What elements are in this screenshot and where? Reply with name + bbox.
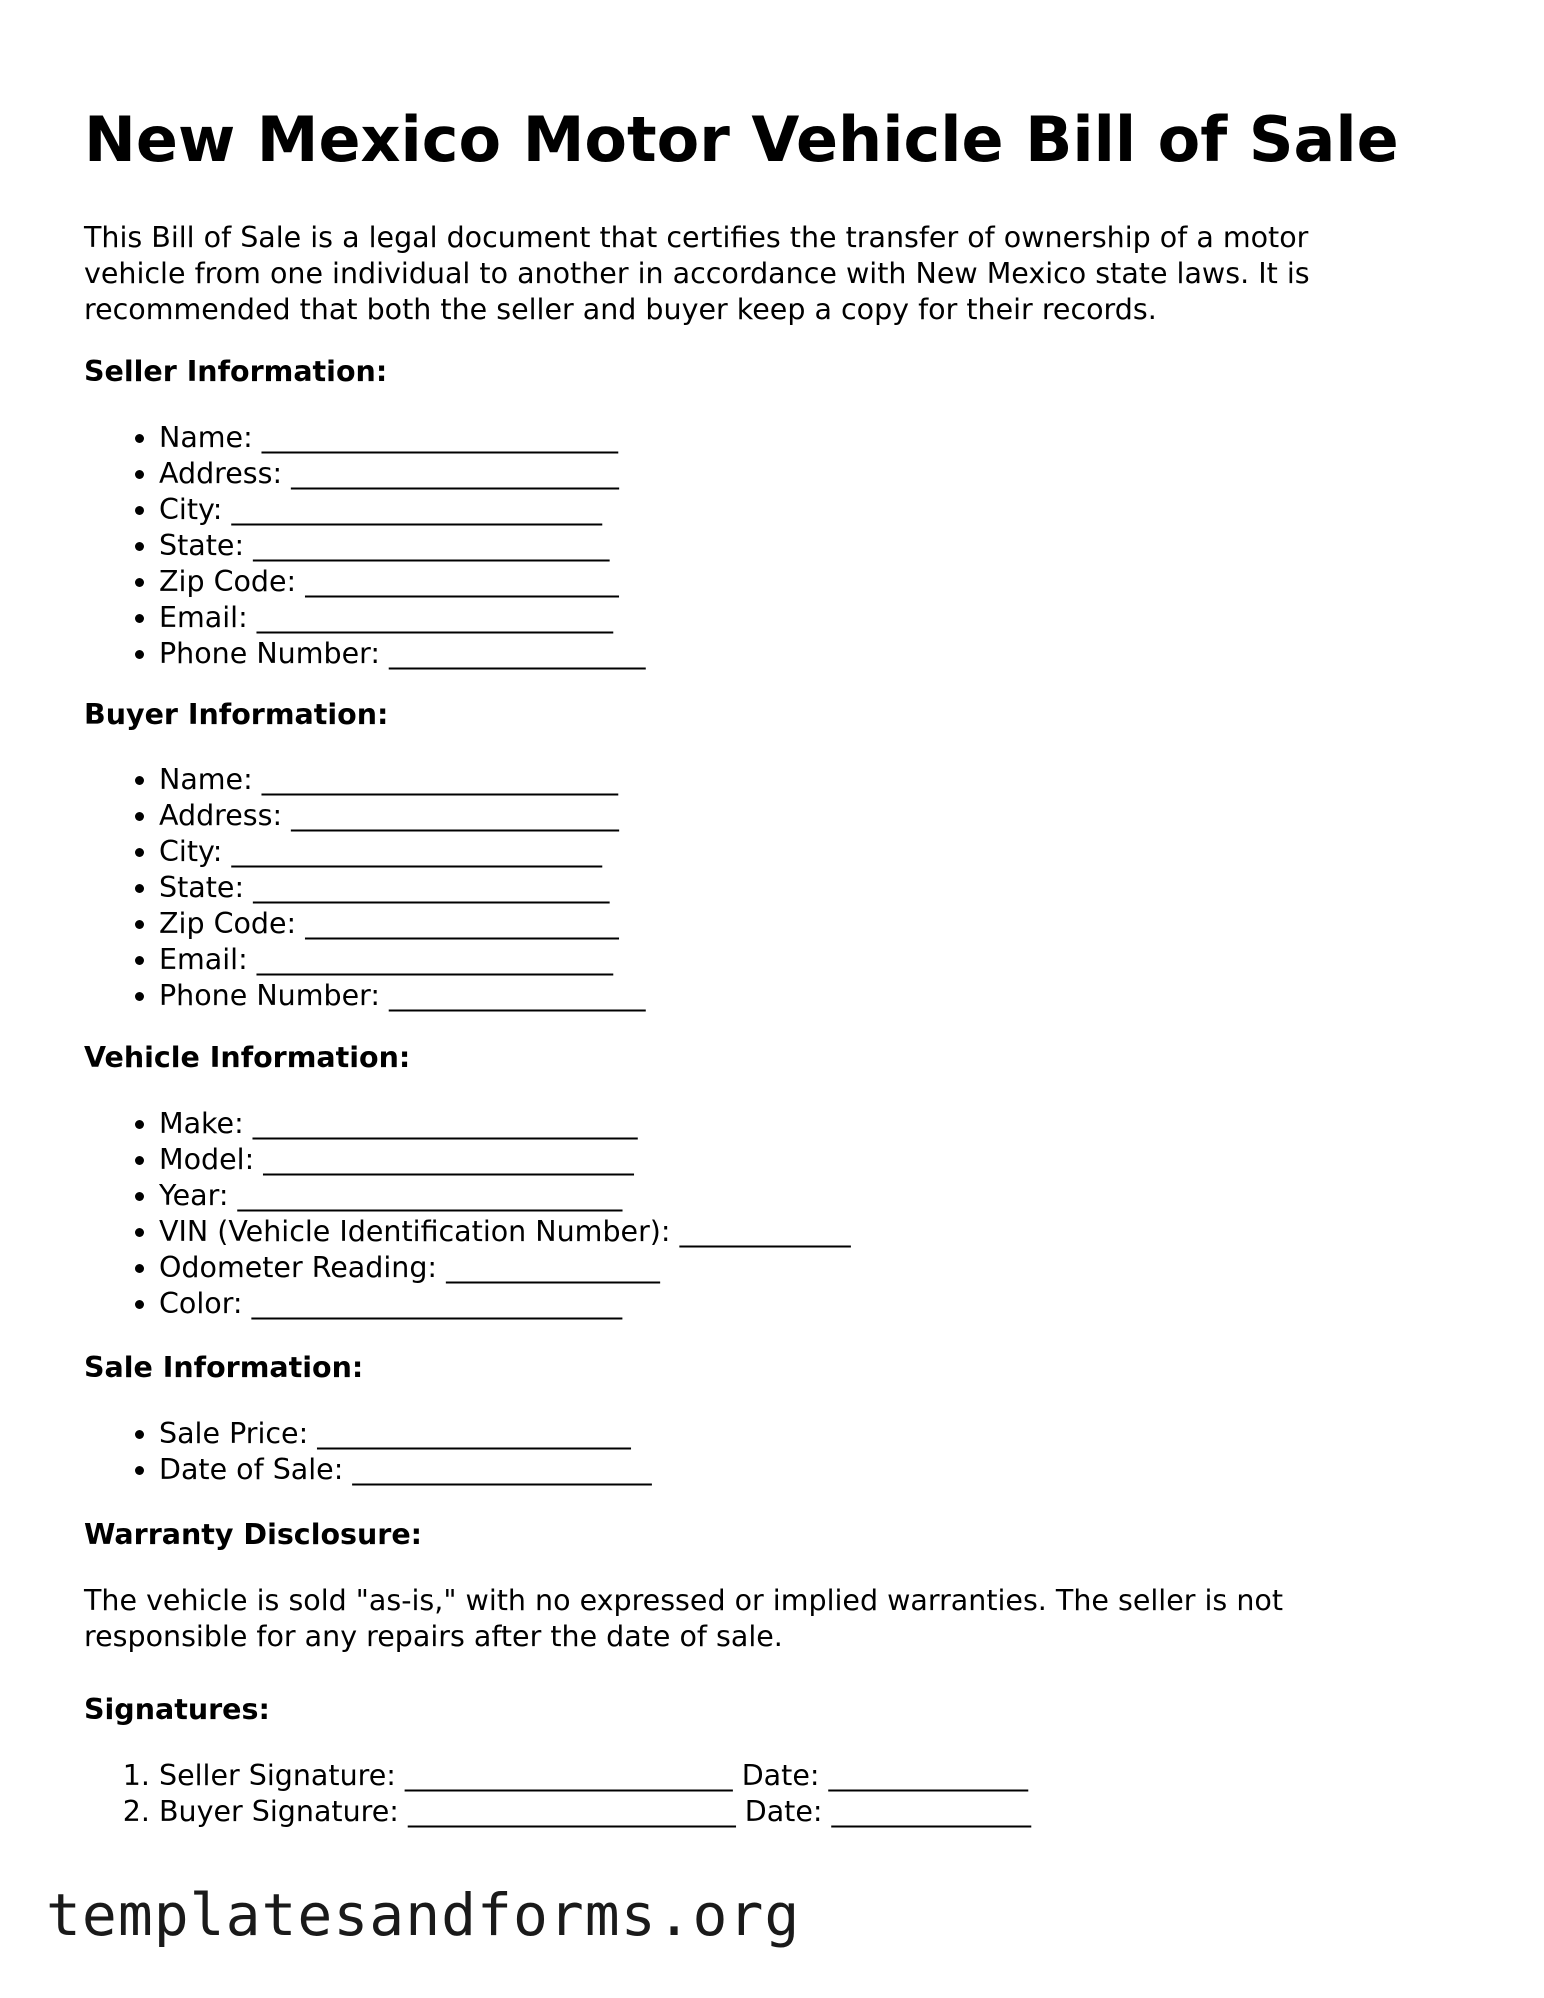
vehicle-make-field[interactable]: • Make: ___________________________ — [159, 1106, 851, 1142]
sale-heading: Sale Information: — [84, 1351, 364, 1384]
buyer-heading: Buyer Information: — [84, 698, 389, 731]
signatures-list — [84, 1758, 1031, 1830]
sale-fields-list — [84, 1416, 652, 1488]
page-title: New Mexico Motor Vehicle Bill of Sale — [84, 103, 1399, 176]
buyer-state-field[interactable]: • State: _________________________ — [159, 870, 646, 906]
watermark-text: templatesandforms.org — [46, 1881, 801, 1949]
vehicle-vin-field[interactable]: • VIN (Vehicle Identification Number): ____________ — [159, 1214, 851, 1250]
warranty-heading: Warranty Disclosure: — [84, 1518, 423, 1551]
buyer-name-field[interactable]: • Name: _________________________ — [159, 762, 646, 798]
seller-heading: Seller Information: — [84, 355, 388, 388]
buyer-address-field[interactable]: • Address: _______________________ — [159, 798, 646, 834]
sale-price-field[interactable]: • Sale Price: ______________________ — [159, 1416, 652, 1452]
buyer-phone-field[interactable]: • Phone Number: __________________ — [159, 978, 646, 1014]
seller-signature-line[interactable]: 1. Seller Signature: _______________________ Date: ______________ — [159, 1758, 1031, 1794]
seller-state-field[interactable]: • State: _________________________ — [159, 528, 646, 564]
sale-date-field[interactable]: • Date of Sale: _____________________ — [159, 1452, 652, 1488]
seller-address-field[interactable]: • Address: _______________________ — [159, 456, 646, 492]
vehicle-model-field[interactable]: • Model: __________________________ — [159, 1142, 851, 1178]
seller-name-field[interactable]: • Name: _________________________ — [159, 420, 646, 456]
seller-zip-field[interactable]: • Zip Code: ______________________ — [159, 564, 646, 600]
vehicle-heading: Vehicle Information: — [84, 1041, 411, 1074]
intro-paragraph: This Bill of Sale is a legal document that certifies the transfer of ownership of a motor vehicle from one individual to another in accordance with New Mexico state laws. It is recommended that both the seller and buyer keep a copy for their records. — [84, 221, 1310, 326]
seller-fields-list — [84, 420, 646, 672]
buyer-signature-line[interactable]: 2. Buyer Signature: _______________________ Date: ______________ — [159, 1794, 1031, 1830]
buyer-email-field[interactable]: • Email: _________________________ — [159, 942, 646, 978]
vehicle-odometer-field[interactable]: • Odometer Reading: _______________ — [159, 1250, 851, 1286]
buyer-fields-list — [84, 762, 646, 1014]
seller-email-field[interactable]: • Email: _________________________ — [159, 600, 646, 636]
seller-phone-field[interactable]: • Phone Number: __________________ — [159, 636, 646, 672]
seller-city-field[interactable]: • City: __________________________ — [159, 492, 646, 528]
vehicle-year-field[interactable]: • Year: ___________________________ — [159, 1178, 851, 1214]
buyer-city-field[interactable]: • City: __________________________ — [159, 834, 646, 870]
warranty-text: The vehicle is sold "as-is," with no expressed or implied warranties. The seller is not responsible for any repairs after the date of sale. — [84, 1584, 1284, 1653]
buyer-zip-field[interactable]: • Zip Code: ______________________ — [159, 906, 646, 942]
vehicle-fields-list — [84, 1106, 851, 1322]
signatures-heading: Signatures: — [84, 1693, 270, 1726]
vehicle-color-field[interactable]: • Color: __________________________ — [159, 1286, 851, 1322]
